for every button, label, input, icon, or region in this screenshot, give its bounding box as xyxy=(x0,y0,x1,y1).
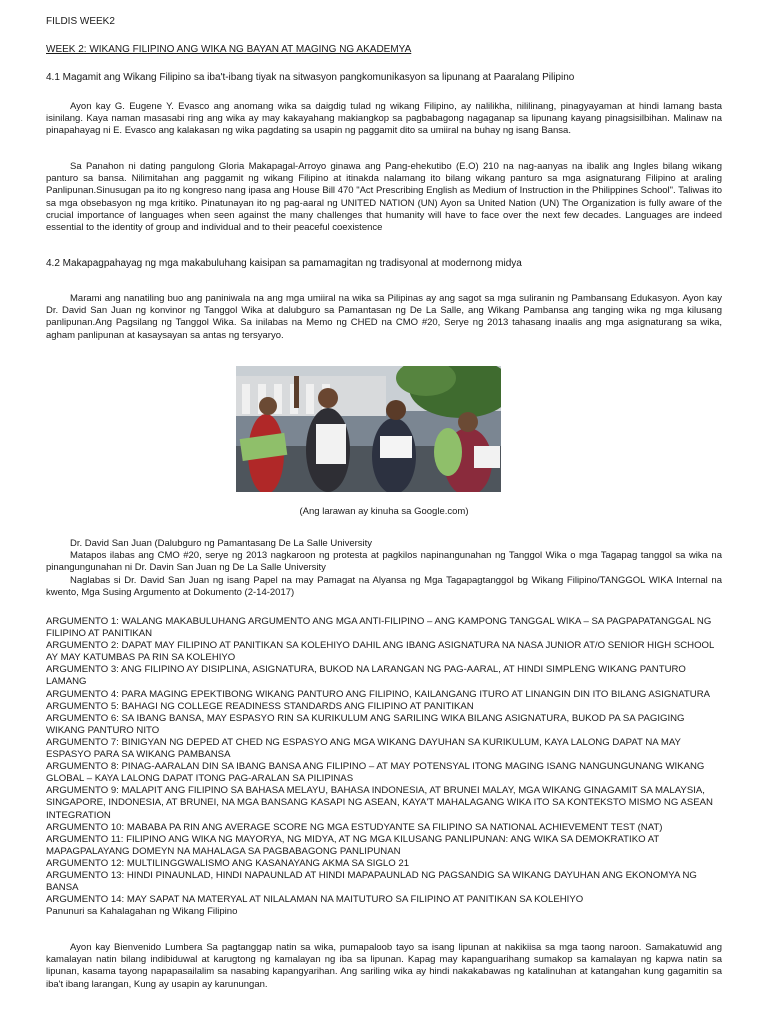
argument-item: ARGUMENTO 13: HINDI PINAUNLAD, HINDI NAPAUNLAD AT HINDI MAPAPAUNLAD NG PAGSANDIG SA WIKANG DAYUHAN ANG EKONOMYA NG BANSA xyxy=(46,869,697,894)
argument-item: ARGUMENTO 2: DAPAT MAY FILIPINO AT PANITIKAN SA KOLEHIYO DAHIL ANG IBANG ASIGNATURA NA NASA JUNIOR AT/O SENIOR HIGH SCHOOL AY MAY KATUMBAS PA RIN SA KOLEHIYO xyxy=(46,640,714,664)
photo-caption: (Ang larawan ay kinuha sa Google.com) xyxy=(299,506,469,517)
section-4-1-heading: 4.1 Magamit ang Wikang Filipino sa iba't-ibang tiyak na sitwasyon pangkomunikasyon sa lipunang at Paaralang Pilipino xyxy=(46,72,575,83)
document-header: FILDIS WEEK2 xyxy=(46,16,115,27)
argument-item: ARGUMENTO 12: MULTILINGGWALISMO ANG KASANAYANG AKMA SA SIGLO 21 xyxy=(46,857,410,869)
argument-item: ARGUMENTO 3: ANG FILIPINO AY DISIPLINA, ASIGNATURA, BUKOD NA LARANGAN NG PAG-AARAL, AT HINDI SIMPLENG WIKANG PANTURO LAMANG xyxy=(46,664,686,688)
argument-item: ARGUMENTO 8: PINAG-AARALAN DIN SA IBANG BANSA ANG FILIPINO – AT MAY POTENSYAL ITONG MAGING ISANG NANGUNGUNANG WIKANG GLOBAL – KAYA LALONG DAPAT ITONG PAG-ARALAN SA PILIPINAS xyxy=(46,761,705,785)
section-4-1-paragraph-2: Sa Panahon ni dating pangulong Gloria Makapagal-Arroyo ginawa ang Pang-ehekutibo (E.O) 210 na nag-aanyas na ibalik ang Ingles bilang wikang panturo sa bansa. Nilimitahan ang paggamit ng wikang Filipino at itinakda nalamang ito bilang wikang panturo sa mga asignaturang Filipino at araling Panlipunan.Sinusugan pa ito ng kongreso nang ipasa ang House Bill 470 "Act Prescribing English as Medium of Instruction in the Philippines School". Taliwas ito sa mga obsebasyon ng mga kritiko. Pinatunayan ito ng pag-aaral ng UNITED NATION (UN) Ayon sa United Nation (UN) The Organization is fully aware of the crucial importance of languages when seen against the many challenges that humanity will have to face over the next few decades. Languages are indeed essential to the identity of group and individual and to their peaceful coexistence xyxy=(46,161,722,234)
argument-item: ARGUMENTO 10: MABABA PA RIN ANG AVERAGE SCORE NG MGA ESTUDYANTE SA FILIPINO SA NATIONAL ACHIEVEMENT TEST (NAT) xyxy=(46,821,663,833)
closing-label: Panunuri sa Kahalagahan ng Wikang Filipino xyxy=(46,906,238,918)
argument-item: ARGUMENTO 6: SA IBANG BANSA, MAY ESPASYO RIN SA KURIKULUM ANG SARILING WIKA BILANG ASIGNATURA, BUKOD PA SA PAGIGING WIKANG PANTURO NITO xyxy=(46,712,685,736)
notes-line-1: Dr. David San Juan (Dalubguro ng Pamantasang De La Salle University xyxy=(70,538,373,549)
notes-line-2: Matapos ilabas ang CMO #20, serye ng 2013 nagkaroon ng protesta at pagkilos napinangunahan ng Tanggol Wika o mga Tagapag tanggol sa wika na pinangungunahan ni Dr. Davin San Juan ng De La Salle University xyxy=(46,550,722,574)
argument-item: ARGUMENTO 11: FILIPINO ANG WIKA NG MAYORYA, NG MIDYA, AT NG MGA KILUSANG PANLIPUNAN: ANG WIKA SA DEMOKRATIKO AT MAPAGPALAYANG DOMEYN NA MAHALAGA SA PAGBABAGONG PANLIPUNAN xyxy=(46,833,660,857)
closing-paragraph: Ayon kay Bienvenido Lumbera Sa pagtanggap natin sa wika, pumapaloob tayo sa isang lipunan at nakikiisa sa mga taong naroon. Samakatuwid ang kamalayan natin bilang indibiduwal at karugtong ng kamalayan ng iba sa lipunan. Kapag may kapanguarihang sumakop sa kamalayan ng kapwa natin sa lipunan, kasama tayong napapasailalim sa nasabing kapangyarihan. Ang sariling wika ay hindi nakakabawas ng katalinuhan at katangahan kung gagamitin sa iba't ibang larangan, Kung ay usapin ay karunungan. xyxy=(46,942,722,990)
arguments-list xyxy=(46,616,722,918)
week-title: WEEK 2: WIKANG FILIPINO ANG WIKA NG BAYAN AT MAGING NG AKADEMYA xyxy=(46,44,412,55)
section-4-2-paragraph-1: Marami ang nanatiling buo ang paniniwala na ang mga umiiral na wika sa Pilipinas ay ang sagot sa mga suliranin ng Pambansang Edukasyon. Ayon kay Dr. David San Juan ng konvinor ng Tanggol Wika at dalubguro sa Pamantasan ng De La Salle, ang Wikang Pambansa ang tanging wika ng mga kilusang panlipunan.Ang Pagsilang ng Tanggol Wika. Sa inilabas na Memo ng CHED na CMO #20, Serye ng 2013 tahasang inaalis ang mga asignaturang sa wika, agham panlipunan at kasaysayan sa antas ng tersyaryo. xyxy=(46,293,722,341)
argument-item: ARGUMENTO 1: WALANG MAKABULUHANG ARGUMENTO ANG MGA ANTI-FILIPINO – ANG KAMPONG TANGGAL WIKA – SA PAGPAPATANGGAL NG FILIPINO AT PANITIKAN xyxy=(46,616,712,640)
argument-item: ARGUMENTO 14: MAY SAPAT NA MATERYAL AT NILALAMAN NA MAITUTURO SA FILIPINO AT PANITIKAN SA KOLEHIYO xyxy=(46,894,584,906)
section-4-1-paragraph-1: Ayon kay G. Eugene Y. Evasco ang anomang wika sa daigdig tulad ng wikang Filipino, ay nalilikha, nililinang, pinagyayaman at hindi lamang basta isinilang. Kaya naman masasabi ring ang wika ay may kakayahang makiangkop sa pagbabagong nagaganap sa lipunang kayang pinagsisilbihan. Malinaw na pinapahayag ni E. Evasco ang kalakasan ng wika pagdating sa usapin ng paggamit dito sa umiiral na buhay ng isang Bansa. xyxy=(46,101,722,137)
protest-photo xyxy=(236,366,501,492)
section-4-2-heading: 4.2 Makapagpahayag ng mga makabuluhang kaisipan sa pamamagitan ng tradisyonal at modernong midya xyxy=(46,258,522,269)
argument-item: ARGUMENTO 5: BAHAGI NG COLLEGE READINESS STANDARDS ANG FILIPINO AT PANITIKAN xyxy=(46,700,474,712)
argument-item: ARGUMENTO 7: BINIGYAN NG DEPED AT CHED NG ESPASYO ANG MGA WIKANG DAYUHAN SA KURIKULUM, KAYA LALONG DAPAT NA MAY ESPASYO PARA SA WIKANG PAMBANSA xyxy=(46,736,681,761)
argument-item: ARGUMENTO 9: MALAPIT ANG FILIPINO SA BAHASA MELAYU, BAHASA INDONESIA, AT BRUNEI MALAY, MGA WIKANG GINAGAMIT SA MALAYSIA, SINGAPORE, INDONESIA, AT BRUNEI, NA MGA BANSANG KASAPI NG ASEAN, KAYA'T MAHALAGANG WIKA ITO SA KONTEKSTO MISMO NG ASEAN INTEGRATION xyxy=(46,785,713,821)
notes-line-3: Naglabas si Dr. David San Juan ng isang Papel na may Pamagat na Alyansa ng Mga Tagapagtanggol bg Wikang Filipino/TANGGOL WIKA Internal na kwento, Mga Susing Argumento at Dokumento (2-14-2017) xyxy=(46,575,722,599)
argument-item: ARGUMENTO 4: PARA MAGING EPEKTIBONG WIKANG PANTURO ANG FILIPINO, KAILANGANG ITURO AT LINANGIN DIN ITO BILANG ASIGNATURA xyxy=(46,688,711,700)
